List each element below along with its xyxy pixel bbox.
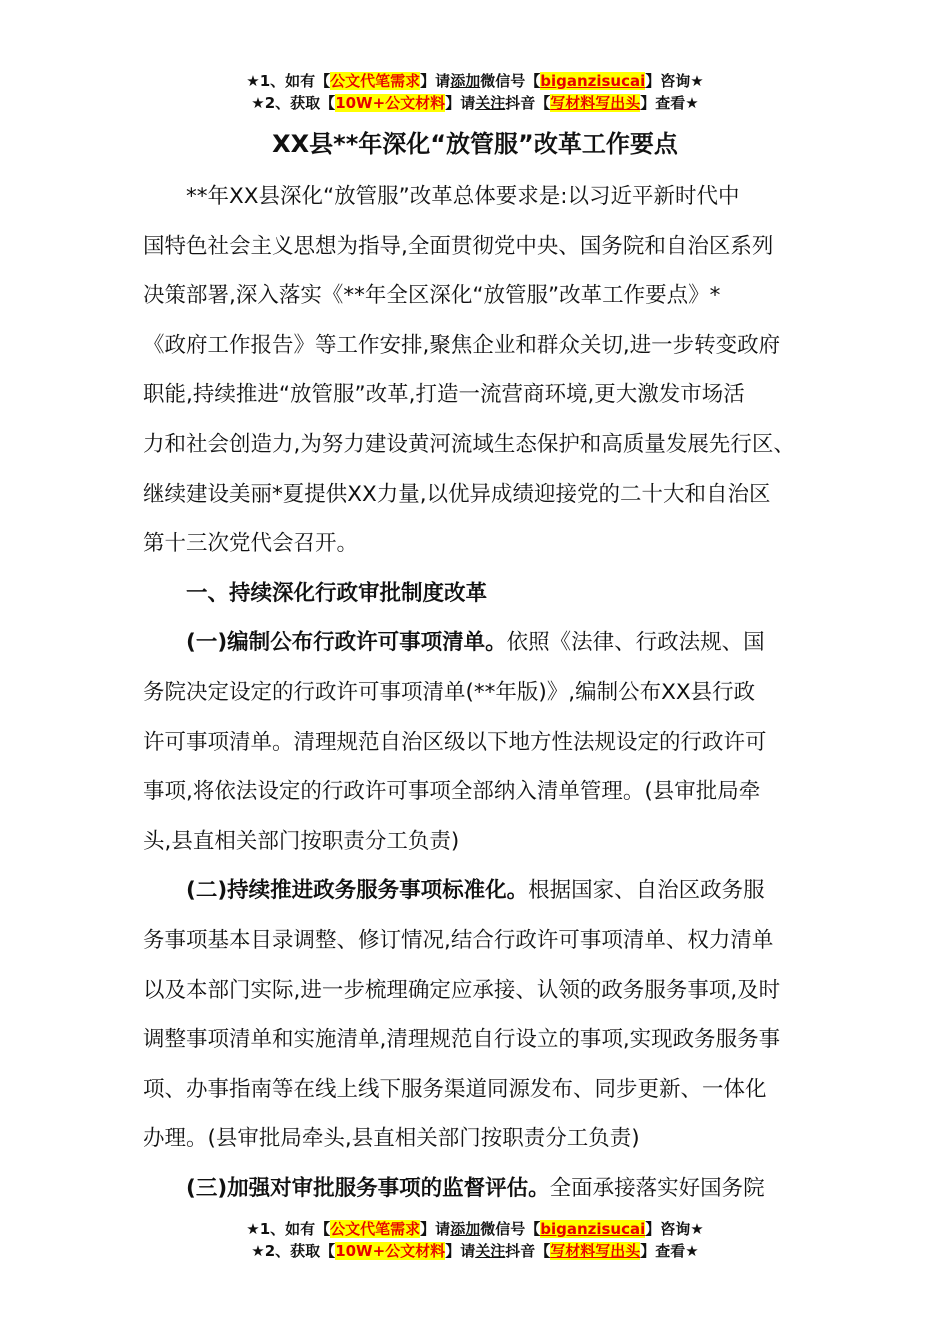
wechat-id-link[interactable]: biganzisucai <box>540 72 646 90</box>
promo-text: 】请 <box>445 94 476 112</box>
body-line <box>143 767 823 817</box>
promo-line-2 <box>0 92 950 114</box>
paragraph-text: 务事项基本目录调整、修订情况,结合行政许可事项清单、权力清单 <box>143 927 774 953</box>
promo-banner-bottom <box>0 1218 950 1262</box>
body-line <box>143 271 823 321</box>
body-line <box>143 1065 823 1115</box>
douyin-account-link[interactable]: 写材料写出头 <box>550 1242 641 1260</box>
body-line <box>143 321 823 371</box>
promo-text: 】查看★ <box>640 1242 699 1260</box>
promo-text: 抖音【 <box>505 94 551 112</box>
paragraph-text: 务院决定设定的行政许可事项清单(**年版)》,编制公布XX县行政 <box>143 679 756 705</box>
paragraph-text: 许可事项清单。清理规范自治区级以下地方性法规设定的行政许可 <box>143 729 767 755</box>
body-line <box>143 222 823 272</box>
body-line <box>143 618 823 668</box>
paragraph-text: 项、办事指南等在线上线下服务渠道同源发布、同步更新、一体化 <box>143 1076 767 1102</box>
body-line <box>143 668 823 718</box>
paragraph-text: 决策部署,深入落实《**年全区深化“放管服”改革工作要点》* <box>143 283 721 309</box>
promo-underlined: 添加 <box>450 1220 481 1238</box>
promo-text: 】查看★ <box>640 94 699 112</box>
body-line <box>143 569 823 619</box>
paragraph-text: 继续建设美丽*夏提供XX力量,以优异成绩迎接党的二十大和自治区 <box>143 481 771 507</box>
body-line <box>143 1164 823 1214</box>
promo-text: 微信号【 <box>480 72 541 90</box>
promo-text: 】咨询★ <box>645 1220 704 1238</box>
body-line <box>143 470 823 520</box>
promo-text: ★2、获取【 <box>251 1242 336 1260</box>
paragraph-text: 力和社会创造力,为努力建设黄河流域生态保护和高质量发展先行区、 <box>143 431 795 457</box>
paragraph-text: 以及本部门实际,进一步梳理确定应承接、认领的政务服务事项,及时 <box>143 977 781 1003</box>
promo-text: 】请 <box>445 1242 476 1260</box>
paragraph-text: 第十三次党代会召开。 <box>143 531 359 557</box>
paragraph-text: 职能,持续推进“放管服”改革,打造一流营商环境,更大激发市场活 <box>143 382 745 408</box>
body-line <box>143 1015 823 1065</box>
heading-text: (三)加强对审批服务事项的监督评估。 <box>143 1175 550 1201</box>
promo-text: ★1、如有【 <box>246 72 331 90</box>
douyin-account-link[interactable]: 写材料写出头 <box>550 94 641 112</box>
promo-highlight: 10W+公文材料 <box>335 94 446 112</box>
heading-text: (二)持续推进政务服务事项标准化。 <box>143 878 529 904</box>
promo-text: 】咨询★ <box>645 72 704 90</box>
body-line <box>143 718 823 768</box>
promo-text: 】请 <box>420 72 451 90</box>
body-line <box>143 866 823 916</box>
body-line <box>143 420 823 470</box>
paragraph-text: 《政府工作报告》等工作安排,聚焦企业和群众关切,进一步转变政府 <box>143 332 781 358</box>
promo-line-1 <box>0 1218 950 1240</box>
promo-text: 抖音【 <box>505 1242 551 1260</box>
promo-line-2 <box>0 1240 950 1262</box>
promo-underlined: 关注 <box>475 1242 506 1260</box>
promo-text: 】请 <box>420 1220 451 1238</box>
document-title: XX县**年深化“放管服”改革工作要点 <box>272 130 678 158</box>
promo-underlined: 添加 <box>450 72 481 90</box>
promo-text: 微信号【 <box>480 1220 541 1238</box>
promo-text: ★1、如有【 <box>246 1220 331 1238</box>
paragraph-text: 国特色社会主义思想为指导,全面贯彻党中央、国务院和自治区系列 <box>143 233 774 259</box>
document-body <box>143 172 823 1213</box>
promo-highlight: 公文代笔需求 <box>330 1220 421 1238</box>
promo-line-1 <box>0 70 950 92</box>
paragraph-text: 事项,将依法设定的行政许可事项全部纳入清单管理。(县审批局牵 <box>143 779 761 805</box>
promo-highlight: 公文代笔需求 <box>330 72 421 90</box>
promo-highlight: 10W+公文材料 <box>335 1242 446 1260</box>
paragraph-text: 全面承接落实好国务院 <box>549 1175 765 1201</box>
body-line <box>143 817 823 867</box>
body-line <box>143 370 823 420</box>
body-line <box>143 916 823 966</box>
paragraph-text: 依照《法律、行政法规、国 <box>506 630 765 656</box>
promo-text: ★2、获取【 <box>251 94 336 112</box>
promo-underlined: 关注 <box>475 94 506 112</box>
heading-text: 一、持续深化行政审批制度改革 <box>143 580 488 606</box>
paragraph-text: 办理。(县审批局牵头,县直相关部门按职责分工负责) <box>143 1126 640 1152</box>
paragraph-text: **年XX县深化“放管服”改革总体要求是:以习近平新时代中 <box>143 184 740 209</box>
paragraph-text: 调整事项清单和实施清单,清理规范自行设立的事项,实现政务服务事 <box>143 1027 781 1053</box>
wechat-id-link[interactable]: biganzisucai <box>540 1220 646 1238</box>
body-line <box>143 519 823 569</box>
paragraph-text: 根据国家、自治区政务服 <box>528 878 765 904</box>
promo-banner-top <box>0 70 950 114</box>
heading-text: (一)编制公布行政许可事项清单。 <box>143 630 507 656</box>
paragraph-text: 头,县直相关部门按职责分工负责) <box>143 828 460 854</box>
body-line <box>143 172 823 222</box>
body-line <box>143 966 823 1016</box>
body-line <box>143 1114 823 1164</box>
